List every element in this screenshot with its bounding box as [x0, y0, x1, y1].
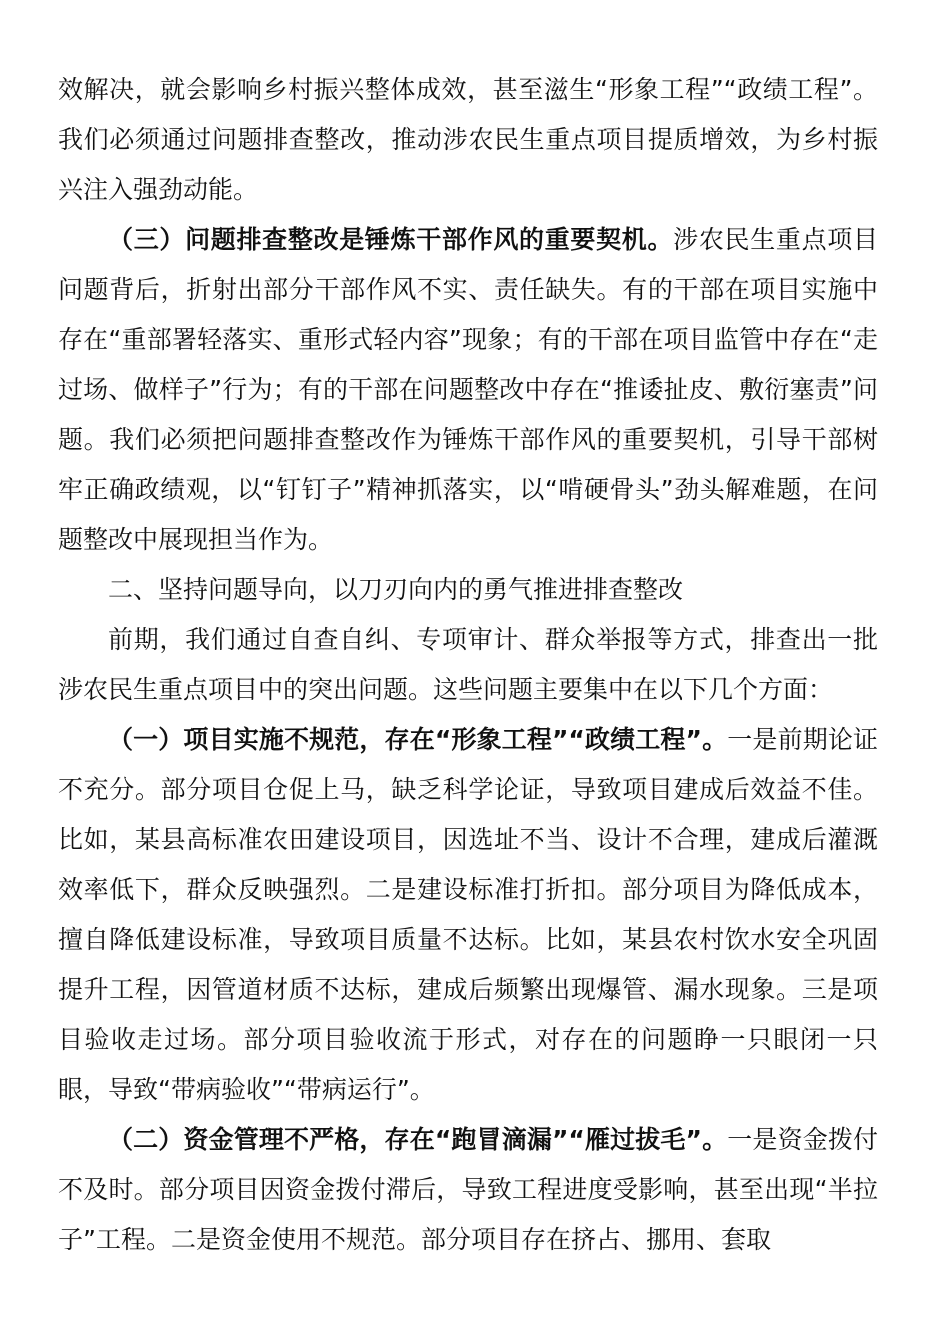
point-two-heading: （二）资金管理不严格，存在“跑冒滴漏”“雁过拔毛”。: [108, 1125, 728, 1154]
point-two-body: 一是资金拨付不及时。部分项目因资金拨付滞后，导致工程进度受影响，甚至出现“半拉子”工程。二是资金使用不规范。部分项目存在挤占、挪用、套取: [58, 1125, 878, 1254]
point-three-body: 涉农民生重点项目问题背后，折射出部分干部作风不实、责任缺失。有的干部在项目实施中存在“重部署轻落实、重形式轻内容”现象；有的干部在项目监管中存在“走过场、做样子”行为；有的干部在问题整改中存在“推诿扯皮、敷衍塞责”问题。我们必须把问题排查整改作为锤炼干部作风的重要契机，引导干部树牢正确政绩观，以“钉钉子”精神抓落实，以“啃硬骨头”劲头解难题，在问题整改中展现担当作为。: [58, 225, 878, 554]
paragraph-point-one: [58, 715, 878, 1115]
point-one-body: 一是前期论证不充分。部分项目仓促上马，缺乏科学论证，导致项目建成后效益不佳。比如，某县高标准农田建设项目，因选址不当、设计不合理，建成后灌溉效率低下，群众反映强烈。二是建设标准打折扣。部分项目为降低成本，擅自降低建设标准，导致项目质量不达标。比如，某县农村饮水安全巩固提升工程，因管道材质不达标，建成后频繁出现爆管、漏水现象。三是项目验收走过场。部分项目验收流于形式，对存在的问题睁一只眼闭一只眼，导致“带病验收”“带病运行”。: [58, 725, 878, 1104]
paragraph-continuation: [58, 65, 878, 215]
paragraph-intro: [58, 615, 878, 715]
section-two-title: [58, 565, 878, 615]
paragraph-point-two: [58, 1115, 878, 1265]
point-three-heading: （三）问题排查整改是锤炼干部作风的重要契机。: [108, 225, 674, 254]
paragraph-point-three: [58, 215, 878, 565]
section-title-text: 二、坚持问题导向，以刀刃向内的勇气推进排查整改: [108, 575, 684, 604]
intro-text: 前期，我们通过自查自纠、专项审计、群众举报等方式，排查出一批涉农民生重点项目中的突出问题。这些问题主要集中在以下几个方面：: [58, 625, 878, 704]
point-one-heading: （一）项目实施不规范，存在“形象工程”“政绩工程”。: [108, 725, 728, 754]
paragraph-text: 效解决，就会影响乡村振兴整体成效，甚至滋生“形象工程”“政绩工程”。我们必须通过问题排查整改，推动涉农民生重点项目提质增效，为乡村振兴注入强劲动能。: [58, 75, 878, 204]
document-page: [58, 65, 878, 1265]
